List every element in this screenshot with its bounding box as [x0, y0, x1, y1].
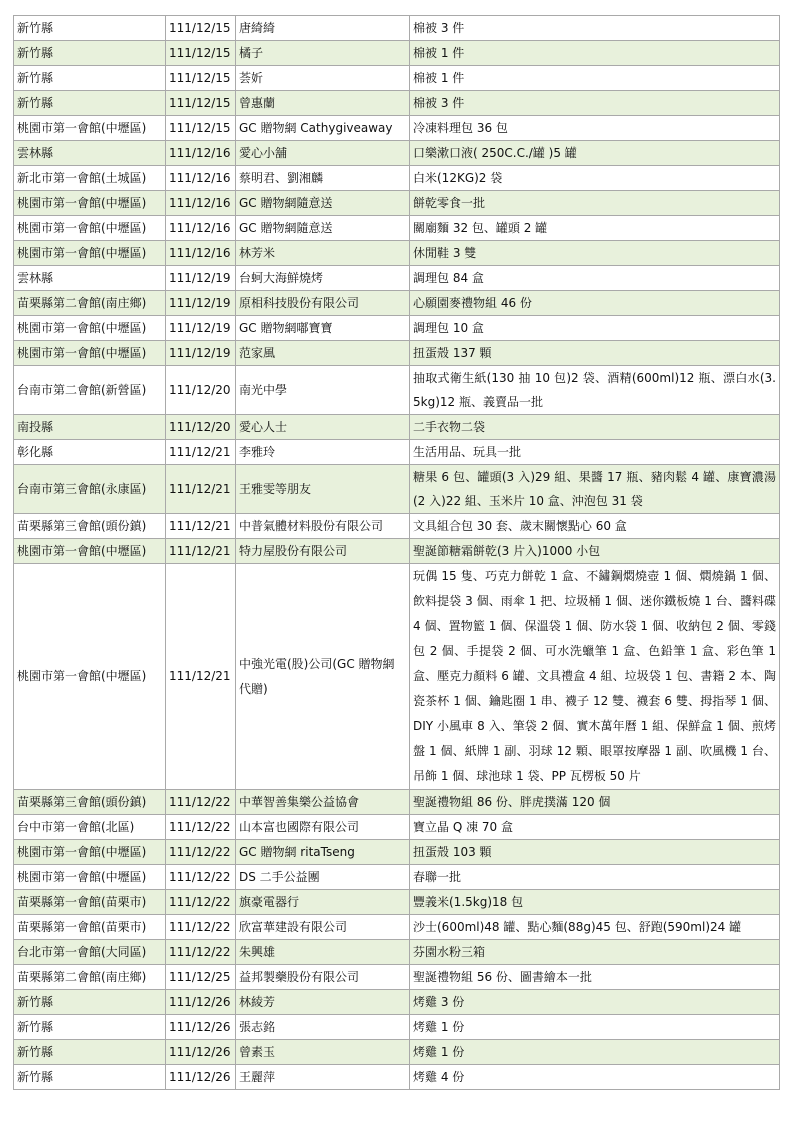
donor-cell: GC 贈物網嘟寶寶	[236, 316, 410, 341]
table-row	[14, 940, 780, 965]
unit-cell: 苗栗縣第一會館(苗栗市)	[14, 915, 166, 940]
table-row	[14, 440, 780, 465]
date-cell: 111/12/16	[166, 216, 236, 241]
donor-cell: GC 贈物網隨意送	[236, 191, 410, 216]
donor-cell: 中普氣體材料股份有限公司	[236, 514, 410, 539]
donor-cell: 張志銘	[236, 1015, 410, 1040]
unit-cell: 新竹縣	[14, 1015, 166, 1040]
date-cell: 111/12/19	[166, 291, 236, 316]
table-row	[14, 191, 780, 216]
donor-cell: 王雅雯等朋友	[236, 465, 410, 514]
item-cell: 豐義米(1.5kg)18 包	[410, 890, 780, 915]
unit-cell: 台南市第三會館(永康區)	[14, 465, 166, 514]
donor-cell: 林芳米	[236, 241, 410, 266]
unit-cell: 新竹縣	[14, 990, 166, 1015]
item-cell: 心願園麥禮物組 46 份	[410, 291, 780, 316]
date-cell: 111/12/21	[166, 465, 236, 514]
donor-cell: 李雅玲	[236, 440, 410, 465]
item-cell: 棉被 3 件	[410, 91, 780, 116]
donor-cell: 荟妡	[236, 66, 410, 91]
date-cell: 111/12/19	[166, 266, 236, 291]
unit-cell: 雲林縣	[14, 266, 166, 291]
donor-cell: 旗豪電器行	[236, 890, 410, 915]
unit-cell: 台中市第一會館(北區)	[14, 815, 166, 840]
unit-cell: 桃園市第一會館(中壢區)	[14, 341, 166, 366]
date-cell: 111/12/16	[166, 241, 236, 266]
table-row	[14, 415, 780, 440]
date-cell: 111/12/16	[166, 191, 236, 216]
table-row	[14, 514, 780, 539]
date-cell: 111/12/15	[166, 91, 236, 116]
unit-cell: 桃園市第一會館(中壢區)	[14, 191, 166, 216]
donor-cell: 欣富華建設有限公司	[236, 915, 410, 940]
item-cell: 棉被 1 件	[410, 41, 780, 66]
donor-cell: 中強光電(股)公司(GC 贈物網代贈)	[236, 564, 410, 790]
item-cell: 聖誕節糖霜餅乾(3 片入)1000 小包	[410, 539, 780, 564]
table-row	[14, 316, 780, 341]
unit-cell: 苗栗縣第一會館(苗栗市)	[14, 890, 166, 915]
item-cell: 調理包 84 盒	[410, 266, 780, 291]
table-row	[14, 890, 780, 915]
table-row	[14, 91, 780, 116]
date-cell: 111/12/26	[166, 1065, 236, 1090]
donor-cell: 愛心人士	[236, 415, 410, 440]
donor-cell: 王麗萍	[236, 1065, 410, 1090]
item-cell: 調理包 10 盒	[410, 316, 780, 341]
unit-cell: 新竹縣	[14, 66, 166, 91]
table-row	[14, 990, 780, 1015]
item-cell: 烤雞 1 份	[410, 1040, 780, 1065]
table-row	[14, 915, 780, 940]
unit-cell: 桃園市第一會館(中壢區)	[14, 840, 166, 865]
table-row	[14, 66, 780, 91]
donor-cell: 原相科技股份有限公司	[236, 291, 410, 316]
item-cell: 棉被 1 件	[410, 66, 780, 91]
unit-cell: 新竹縣	[14, 91, 166, 116]
unit-cell: 桃園市第一會館(中壢區)	[14, 539, 166, 564]
unit-cell: 新竹縣	[14, 41, 166, 66]
item-cell: 沙士(600ml)48 罐、點心麵(88g)45 包、舒跑(590ml)24 罐	[410, 915, 780, 940]
donor-cell: 曾惠蘭	[236, 91, 410, 116]
unit-cell: 台北市第一會館(大同區)	[14, 940, 166, 965]
item-cell: 烤雞 1 份	[410, 1015, 780, 1040]
unit-cell: 新竹縣	[14, 1065, 166, 1090]
donor-cell: 林綾芳	[236, 990, 410, 1015]
item-cell: 寶立晶 Q 凍 70 盒	[410, 815, 780, 840]
unit-cell: 桃園市第一會館(中壢區)	[14, 564, 166, 790]
donor-cell: 蔡明君、劉湘麟	[236, 166, 410, 191]
date-cell: 111/12/20	[166, 415, 236, 440]
donor-cell: 朱興雄	[236, 940, 410, 965]
date-cell: 111/12/22	[166, 790, 236, 815]
table-row	[14, 790, 780, 815]
date-cell: 111/12/22	[166, 815, 236, 840]
item-cell: 春聯一批	[410, 865, 780, 890]
item-cell: 玩偶 15 隻、巧克力餅乾 1 盒、不鏽鋼燜燒壺 1 個、燜燒鍋 1 個、飲料提袋 3 個、雨傘 1 把、垃圾桶 1 個、迷你鐵板燒 1 台、醬料碟 4 個、置物籃 1 個、保溫袋 1 個、防水袋 1 個、收納包 2 個、零錢包 2 個、手提袋 2 個、可水洗蠟筆 1 盒、色鉛筆 1 盒、彩色筆 1 盒、壓克力顏料 6 罐、文具禮盒 4 組、垃圾袋 1 包、書籍 2 本、陶瓷茶杯 1 個、鑰匙圈 1 串、襪子 12 雙、襪套 6 雙、拇指琴 1 個、DIY 小風車 8 入、筆袋 2 個、實木萬年曆 1 組、保鮮盒 1 個、煎烤盤 1 個、紙牌 1 副、羽球 12 顆、眼罩按摩器 1 副、吹風機 1 台、吊飾 1 個、球池球 1 袋、PP 瓦楞板 50 片	[410, 564, 780, 790]
donor-cell: 橘子	[236, 41, 410, 66]
table-row	[14, 216, 780, 241]
item-cell: 聖誕禮物組 86 份、胖虎撲滿 120 個	[410, 790, 780, 815]
item-cell: 聖誕禮物組 56 份、圖書繪本一批	[410, 965, 780, 990]
item-cell: 烤雞 3 份	[410, 990, 780, 1015]
table-row	[14, 1040, 780, 1065]
table-row	[14, 539, 780, 564]
donor-cell: DS 二手公益團	[236, 865, 410, 890]
date-cell: 111/12/26	[166, 1040, 236, 1065]
donor-cell: 中華智善集樂公益協會	[236, 790, 410, 815]
date-cell: 111/12/25	[166, 965, 236, 990]
donor-cell: 范家風	[236, 341, 410, 366]
date-cell: 111/12/22	[166, 840, 236, 865]
date-cell: 111/12/19	[166, 316, 236, 341]
date-cell: 111/12/15	[166, 41, 236, 66]
item-cell: 抽取式衛生紙(130 抽 10 包)2 袋、酒精(600ml)12 瓶、漂白水(3.5kg)12 瓶、義賣品一批	[410, 366, 780, 415]
donor-cell: 愛心小舖	[236, 141, 410, 166]
table-row	[14, 840, 780, 865]
item-cell: 棉被 3 件	[410, 16, 780, 41]
unit-cell: 桃園市第一會館(中壢區)	[14, 241, 166, 266]
unit-cell: 新竹縣	[14, 1040, 166, 1065]
donor-cell: 特力屋股份有限公司	[236, 539, 410, 564]
date-cell: 111/12/26	[166, 1015, 236, 1040]
unit-cell: 彰化縣	[14, 440, 166, 465]
table-row	[14, 291, 780, 316]
donor-cell: GC 贈物網隨意送	[236, 216, 410, 241]
table-row	[14, 366, 780, 415]
date-cell: 111/12/22	[166, 940, 236, 965]
date-cell: 111/12/20	[166, 366, 236, 415]
table-row	[14, 41, 780, 66]
donor-cell: 唐綺綺	[236, 16, 410, 41]
unit-cell: 新北市第一會館(土城區)	[14, 166, 166, 191]
table-row	[14, 815, 780, 840]
date-cell: 111/12/22	[166, 915, 236, 940]
unit-cell: 苗栗縣第三會館(頭份鎮)	[14, 790, 166, 815]
table-row	[14, 1065, 780, 1090]
donor-cell: GC 贈物網 Cathygiveaway	[236, 116, 410, 141]
item-cell: 生活用品、玩具一批	[410, 440, 780, 465]
unit-cell: 苗栗縣第二會館(南庄鄉)	[14, 291, 166, 316]
item-cell: 關廟麵 32 包、罐頭 2 罐	[410, 216, 780, 241]
unit-cell: 苗栗縣第三會館(頭份鎮)	[14, 514, 166, 539]
unit-cell: 南投縣	[14, 415, 166, 440]
table-row	[14, 266, 780, 291]
date-cell: 111/12/21	[166, 440, 236, 465]
donor-cell: 益邦製藥股份有限公司	[236, 965, 410, 990]
item-cell: 口樂漱口液( 250C.C./罐 )5 罐	[410, 141, 780, 166]
date-cell: 111/12/19	[166, 341, 236, 366]
table-row	[14, 241, 780, 266]
table-row	[14, 564, 780, 790]
unit-cell: 苗栗縣第二會館(南庄鄉)	[14, 965, 166, 990]
donor-cell: GC 贈物網 ritaTseng	[236, 840, 410, 865]
date-cell: 111/12/21	[166, 564, 236, 790]
table-row	[14, 1015, 780, 1040]
item-cell: 二手衣物二袋	[410, 415, 780, 440]
date-cell: 111/12/15	[166, 116, 236, 141]
item-cell: 白米(12KG)2 袋	[410, 166, 780, 191]
donation-records-body	[14, 16, 780, 1090]
donation-records-table	[13, 15, 780, 1090]
date-cell: 111/12/21	[166, 539, 236, 564]
item-cell: 餅乾零食一批	[410, 191, 780, 216]
item-cell: 休閒鞋 3 雙	[410, 241, 780, 266]
date-cell: 111/12/26	[166, 990, 236, 1015]
unit-cell: 新竹縣	[14, 16, 166, 41]
date-cell: 111/12/16	[166, 166, 236, 191]
unit-cell: 桃園市第一會館(中壢區)	[14, 116, 166, 141]
item-cell: 芬園水粉三箱	[410, 940, 780, 965]
table-row	[14, 16, 780, 41]
item-cell: 冷凍料理包 36 包	[410, 116, 780, 141]
donor-cell: 台蚵大海鮮燒烤	[236, 266, 410, 291]
donor-cell: 曾素玉	[236, 1040, 410, 1065]
item-cell: 糖果 6 包、罐頭(3 入)29 組、果醬 17 瓶、豬肉鬆 4 罐、康寶濃湯(2 入)22 組、玉米片 10 盒、沖泡包 31 袋	[410, 465, 780, 514]
unit-cell: 台南市第二會館(新營區)	[14, 366, 166, 415]
unit-cell: 桃園市第一會館(中壢區)	[14, 316, 166, 341]
table-row	[14, 141, 780, 166]
date-cell: 111/12/22	[166, 865, 236, 890]
table-row	[14, 166, 780, 191]
table-row	[14, 865, 780, 890]
item-cell: 文具組合包 30 套、歲末關懷點心 60 盒	[410, 514, 780, 539]
date-cell: 111/12/15	[166, 16, 236, 41]
date-cell: 111/12/21	[166, 514, 236, 539]
item-cell: 扭蛋殼 103 顆	[410, 840, 780, 865]
unit-cell: 桃園市第一會館(中壢區)	[14, 865, 166, 890]
donor-cell: 山本富也國際有限公司	[236, 815, 410, 840]
table-row	[14, 965, 780, 990]
item-cell: 烤雞 4 份	[410, 1065, 780, 1090]
table-row	[14, 465, 780, 514]
unit-cell: 桃園市第一會館(中壢區)	[14, 216, 166, 241]
date-cell: 111/12/16	[166, 141, 236, 166]
donor-cell: 南光中學	[236, 366, 410, 415]
table-row	[14, 116, 780, 141]
date-cell: 111/12/15	[166, 66, 236, 91]
table-row	[14, 341, 780, 366]
date-cell: 111/12/22	[166, 890, 236, 915]
unit-cell: 雲林縣	[14, 141, 166, 166]
item-cell: 扭蛋殼 137 顆	[410, 341, 780, 366]
